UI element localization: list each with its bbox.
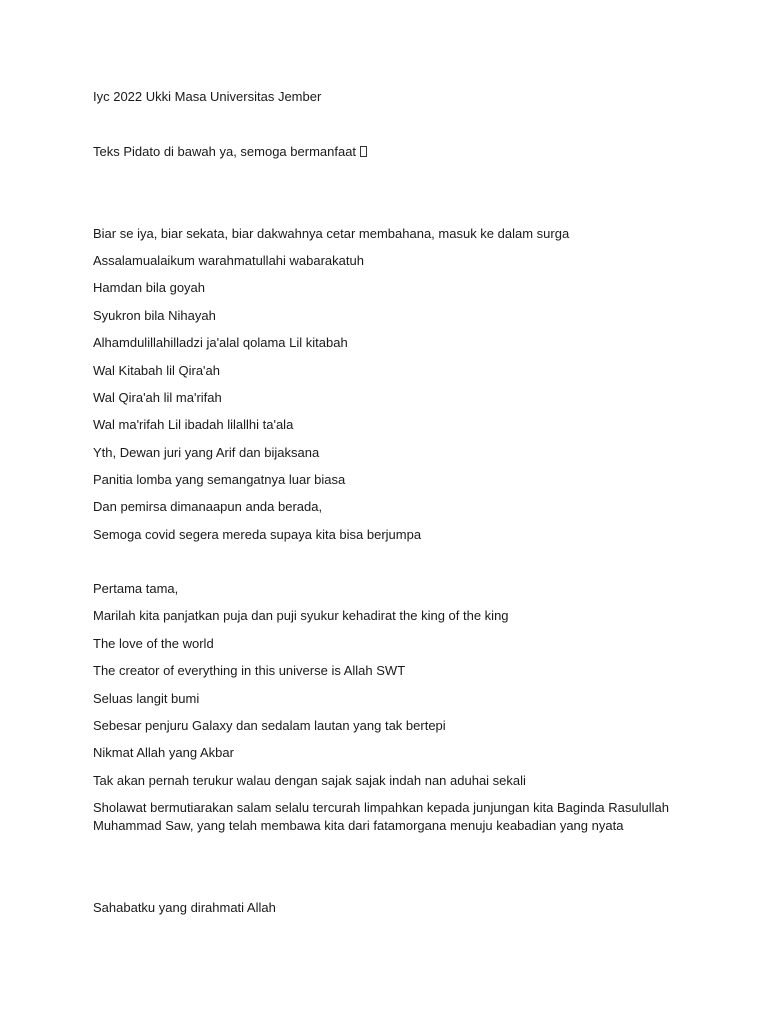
- text-line: The love of the world: [93, 636, 214, 651]
- text-line: Tak akan pernah terukur walau dengan sajak sajak indah nan aduhai sekali: [93, 773, 526, 788]
- text-line: Wal Kitabah lil Qira'ah: [93, 363, 220, 378]
- intro-line: [93, 144, 367, 159]
- document-header: Iyc 2022 Ukki Masa Universitas Jember: [93, 89, 322, 104]
- text-line: The creator of everything in this universe is Allah SWT: [93, 663, 406, 678]
- text-line: Panitia lomba yang semangatnya luar biasa: [93, 472, 346, 487]
- text-line: Dan pemirsa dimanaapun anda berada,: [93, 499, 323, 514]
- text-line: Sebesar penjuru Galaxy dan sedalam lautan yang tak bertepi: [93, 718, 446, 733]
- text-line: Syukron bila Nihayah: [93, 308, 216, 323]
- text-line: Biar se iya, biar sekata, biar dakwahnya cetar membahana, masuk ke dalam surga: [93, 226, 570, 241]
- text-line: Yth, Dewan juri yang Arif dan bijaksana: [93, 445, 320, 460]
- text-line: Wal Qira'ah lil ma'rifah: [93, 390, 222, 405]
- text-line: Nikmat Allah yang Akbar: [93, 745, 234, 760]
- text-line: Marilah kita panjatkan puja dan puji syukur kehadirat the king of the king: [93, 608, 509, 623]
- text-line: Muhammad Saw, yang telah membawa kita dari fatamorgana menuju keabadian yang nyata: [93, 818, 624, 833]
- text-line: Wal ma'rifah Lil ibadah lilallhi ta'ala: [93, 417, 294, 432]
- text-line: Seluas langit bumi: [93, 691, 200, 706]
- text-line: Assalamualaikum warahmatullahi wabarakatuh: [93, 253, 364, 268]
- text-line: Semoga covid segera mereda supaya kita bisa berjumpa: [93, 527, 422, 542]
- text-line: Alhamdulillahilladzi ja'alal qolama Lil kitabah: [93, 335, 348, 350]
- text-line: Sholawat bermutiarakan salam selalu tercurah limpahkan kepada junjungan kita Baginda Rasulullah: [93, 800, 669, 815]
- text-line: Hamdan bila goyah: [93, 280, 206, 295]
- intro-text: Teks Pidato di bawah ya, semoga bermanfaat: [93, 144, 357, 159]
- text-line: Pertama tama,: [93, 581, 179, 596]
- missing-glyph-icon: [360, 146, 367, 157]
- text-line: Sahabatku yang dirahmati Allah: [93, 900, 276, 915]
